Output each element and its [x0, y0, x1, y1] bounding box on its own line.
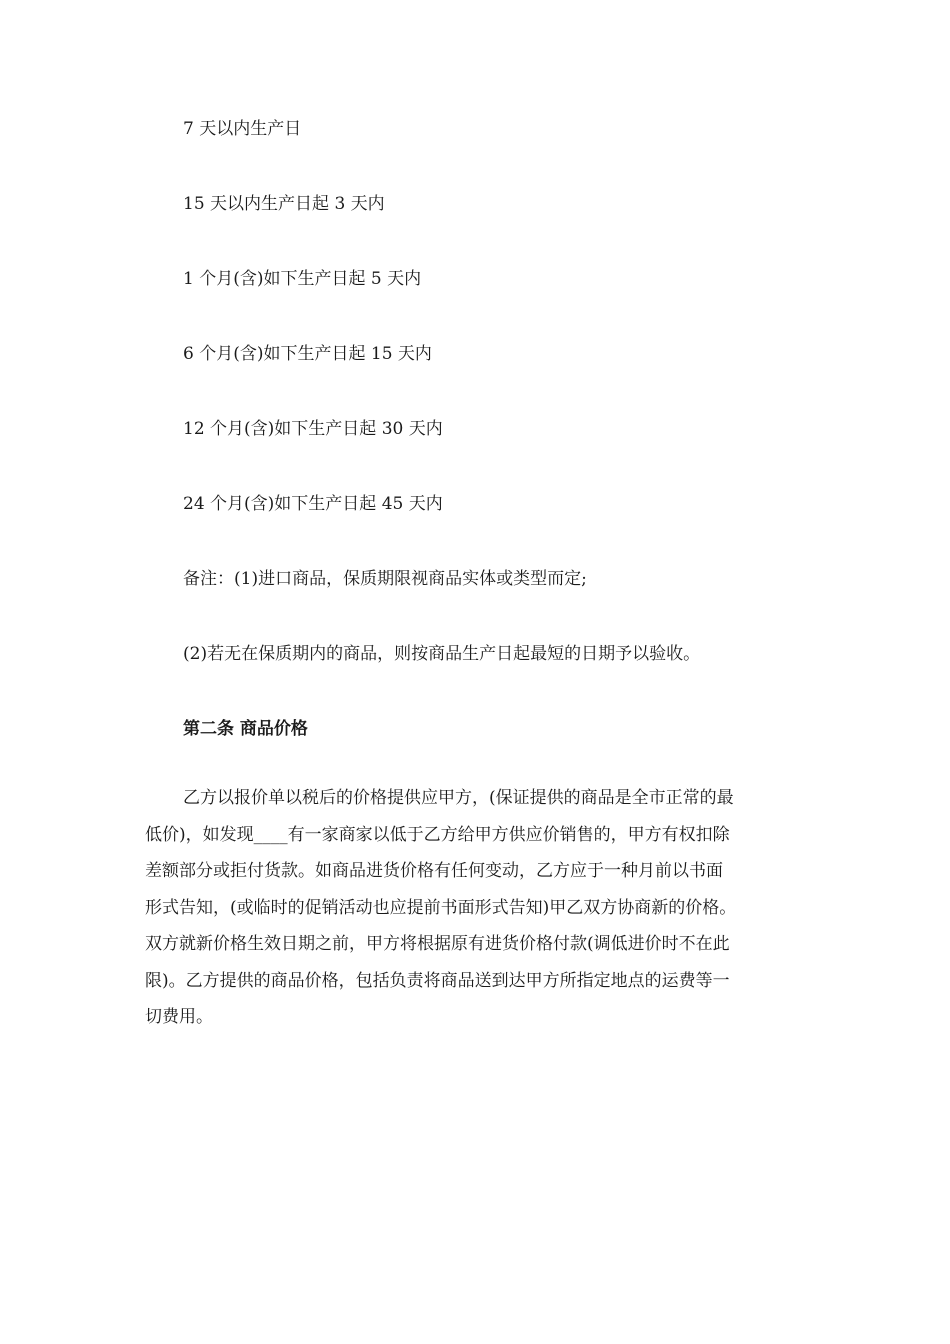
note-line-2: (2)若无在保质期内的商品，则按商品生产日起最短的日期予以验收。 [183, 644, 701, 664]
paragraph-line: 低价)，如发现____有一家商家以低于乙方给甲方供应价销售的，甲方有权扣除 [145, 824, 730, 845]
shelf-life-line-2: 15 天以内生产日起 3 天内 [183, 194, 385, 214]
paragraph-line: 双方就新价格生效日期之前，甲方将根据原有进货价格付款(调低进价时不在此 [145, 934, 730, 954]
paragraph-line: 乙方以报价单以税后的价格提供应甲方，(保证提供的商品是全市正常的最 [183, 788, 734, 808]
paragraph-line: 差额部分或拒付货款。如商品进货价格有任何变动，乙方应于一种月前以书面 [145, 861, 723, 881]
section-heading: 第二条 商品价格 [183, 719, 308, 739]
paragraph-line: 限)。乙方提供的商品价格，包括负责将商品送到达甲方所指定地点的运费等一 [145, 970, 730, 991]
shelf-life-line-6: 24 个月(含)如下生产日起 45 天内 [183, 494, 443, 514]
price-paragraph [145, 787, 807, 1043]
shelf-life-line-1: 7 天以内生产日 [183, 119, 302, 139]
paragraph-line: 切费用。 [145, 1007, 213, 1027]
shelf-life-line-5: 12 个月(含)如下生产日起 30 天内 [183, 419, 443, 439]
note-line-1: 备注：(1)进口商品，保质期限视商品实体或类型而定; [183, 569, 587, 589]
shelf-life-line-3: 1 个月(含)如下生产日起 5 天内 [183, 269, 422, 289]
shelf-life-line-4: 6 个月(含)如下生产日起 15 天内 [183, 344, 432, 364]
paragraph-line: 形式告知，(或临时的促销活动也应提前书面形式告知)甲乙双方协商新的价格。 [145, 897, 737, 918]
